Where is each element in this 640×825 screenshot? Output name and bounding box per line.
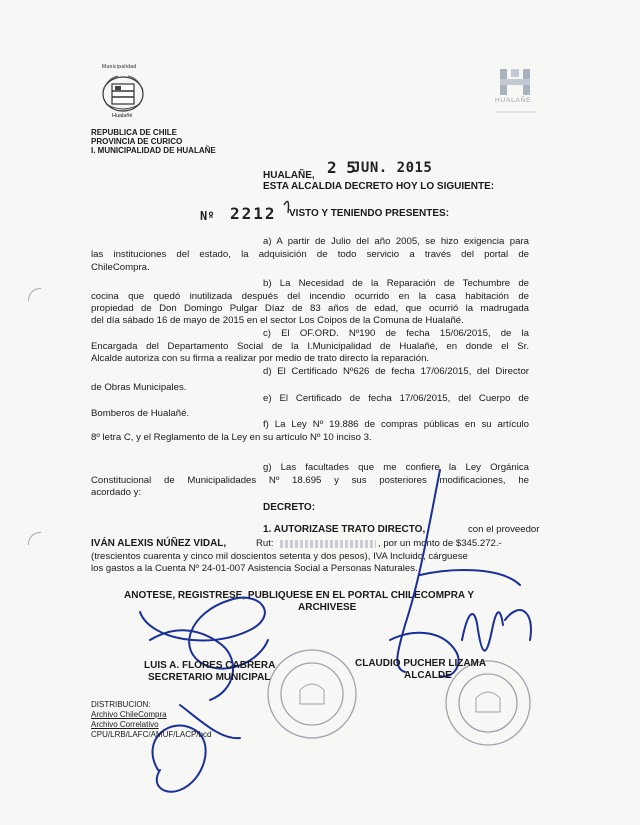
para-b-line1: b) La Necesidad de la Reparación de Techumbre de — [263, 278, 529, 289]
para-a-line3: ChileCompra. — [91, 262, 150, 273]
distribution-item-2: Archivo Correlativo — [91, 720, 159, 729]
left-signatory-title: SECRETARIO MUNICIPAL — [148, 672, 271, 683]
item1-provider: IVÁN ALEXIS NÚÑEZ VIDAL, — [91, 538, 227, 549]
para-g-line2: Constitucional de Municipalidades Nº 18.695 y sus posteriores modificaciones, he — [91, 475, 529, 486]
header-municipality: I. MUNICIPALIDAD DE HUALAÑE — [91, 146, 216, 155]
decree-number-stroke — [284, 201, 289, 213]
para-c-line2: Encargada del Departamento Social de la I.Municipalidad de Hualañé, en donde el Sr. — [91, 341, 529, 352]
para-f-line2: 8º letra C, y el Reglamento de la Ley en su artículo Nº 10 inciso 3. — [91, 432, 372, 443]
para-f-line1: f) La Ley Nº 19.886 de compras públicas en su artículo — [263, 419, 529, 430]
para-d-line2: de Obras Municipales. — [91, 382, 187, 393]
crest-caption-top: Municipalidad — [102, 64, 137, 70]
header-province: PROVINCIA DE CURICO — [91, 137, 183, 146]
crest-caption-bottom: Hualañé — [112, 113, 133, 119]
para-c-line1: c) El OF.ORD. Nº190 de fecha 15/06/2015, de la — [263, 328, 529, 339]
item1-amount: , por un monto de $345.272.- — [378, 538, 502, 549]
distribution-item-1: Archivo ChileCompra — [91, 710, 167, 719]
para-a-line1: a) A partir de Julio del año 2005, se hizo exigencia para — [263, 236, 529, 247]
para-d-line1: d) El Certificado Nº626 de fecha 17/06/2015, del Director — [263, 366, 529, 377]
para-e-line2: Bomberos de Hualañé. — [91, 408, 190, 419]
para-b-line2: cocina que quedó inutilizada después del incendio ocurrido en la casa habitación de — [91, 291, 529, 302]
decree-intro: ESTA ALCALDIA DECRETO HOY LO SIGUIENTE: — [263, 181, 495, 192]
item1-line3: los gastos a la Cuenta Nº 24-01-007 Asistencia Social a Personas Naturales. — [91, 563, 418, 574]
para-b-line4: del día sábado 16 de mayo de 2015 en el sector Los Coipos de la Comuna de Hualañé. — [91, 315, 464, 326]
decreto-heading: DECRETO: — [263, 502, 316, 513]
right-signatory-name: CLAUDIO PUCHER LIZAMA — [355, 658, 487, 669]
right-seal-icon — [446, 661, 530, 745]
left-seal-icon — [268, 650, 356, 738]
hualane-logo-icon — [490, 66, 544, 116]
para-c-line3: Alcalde autoriza con su firma a realizar por medio de trato directo la reparación. — [91, 353, 430, 364]
para-a-line2: las instituciones del estado, la adquisición de todo servicio a través del portal de — [91, 249, 529, 260]
decree-number: 2212 — [230, 204, 277, 223]
date-place: HUALAÑE, — [263, 170, 315, 181]
item1-rut-label: Rut: — [256, 538, 274, 549]
punch-mark-top — [28, 288, 41, 301]
para-b-line3: propiedad de Don Domingo Pulgar Díaz de 83 años de edad, que ocurrió la madrugada — [91, 303, 529, 314]
header-country: REPUBLICA DE CHILE — [91, 128, 177, 137]
visto-heading: VISTO Y TENIENDO PRESENTES: — [289, 208, 450, 219]
para-g-line1: g) Las facultades que me confiere la Ley Orgánica — [263, 462, 529, 473]
date-day-handwritten: 2 5 — [327, 158, 356, 177]
rut-redacted — [280, 540, 376, 548]
right-signatory-title: ALCALDE — [404, 670, 452, 681]
distribution-title: DISTRIBUCION: — [91, 700, 151, 709]
distribution-item-3: CPU/LRB/LAFC/AMUF/LACP/bcd — [91, 730, 212, 739]
para-g-line3: acordado y: — [91, 487, 142, 498]
left-signature-icon — [140, 598, 271, 792]
para-e-line1: e) El Certificado de fecha 17/06/2015, del Cuerpo de — [263, 393, 529, 404]
closing-line1: ANOTESE, REGISTRESE, PUBLIQUESE EN EL PORTAL CHILECOMPRA Y — [124, 590, 475, 601]
item1-heading-rest: con el proveedor — [468, 524, 540, 535]
item1-heading: 1. AUTORIZASE TRATO DIRECTO, — [263, 524, 426, 535]
date-stamp: JUN. 2015 — [352, 160, 433, 176]
punch-mark-bottom — [28, 532, 41, 545]
left-signatory-name: LUIS A. FLORES CABRERA — [144, 660, 276, 671]
closing-line2: ARCHIVESE — [298, 602, 357, 613]
item1-line2: (trescientos cuarenta y cinco mil doscientos setenta y dos pesos), IVA Incluido, cárguese — [91, 551, 468, 562]
logo-caption: HUALAÑE — [495, 97, 532, 104]
decree-number-prefix: Nº — [200, 209, 215, 223]
hualane-logo — [490, 66, 544, 116]
